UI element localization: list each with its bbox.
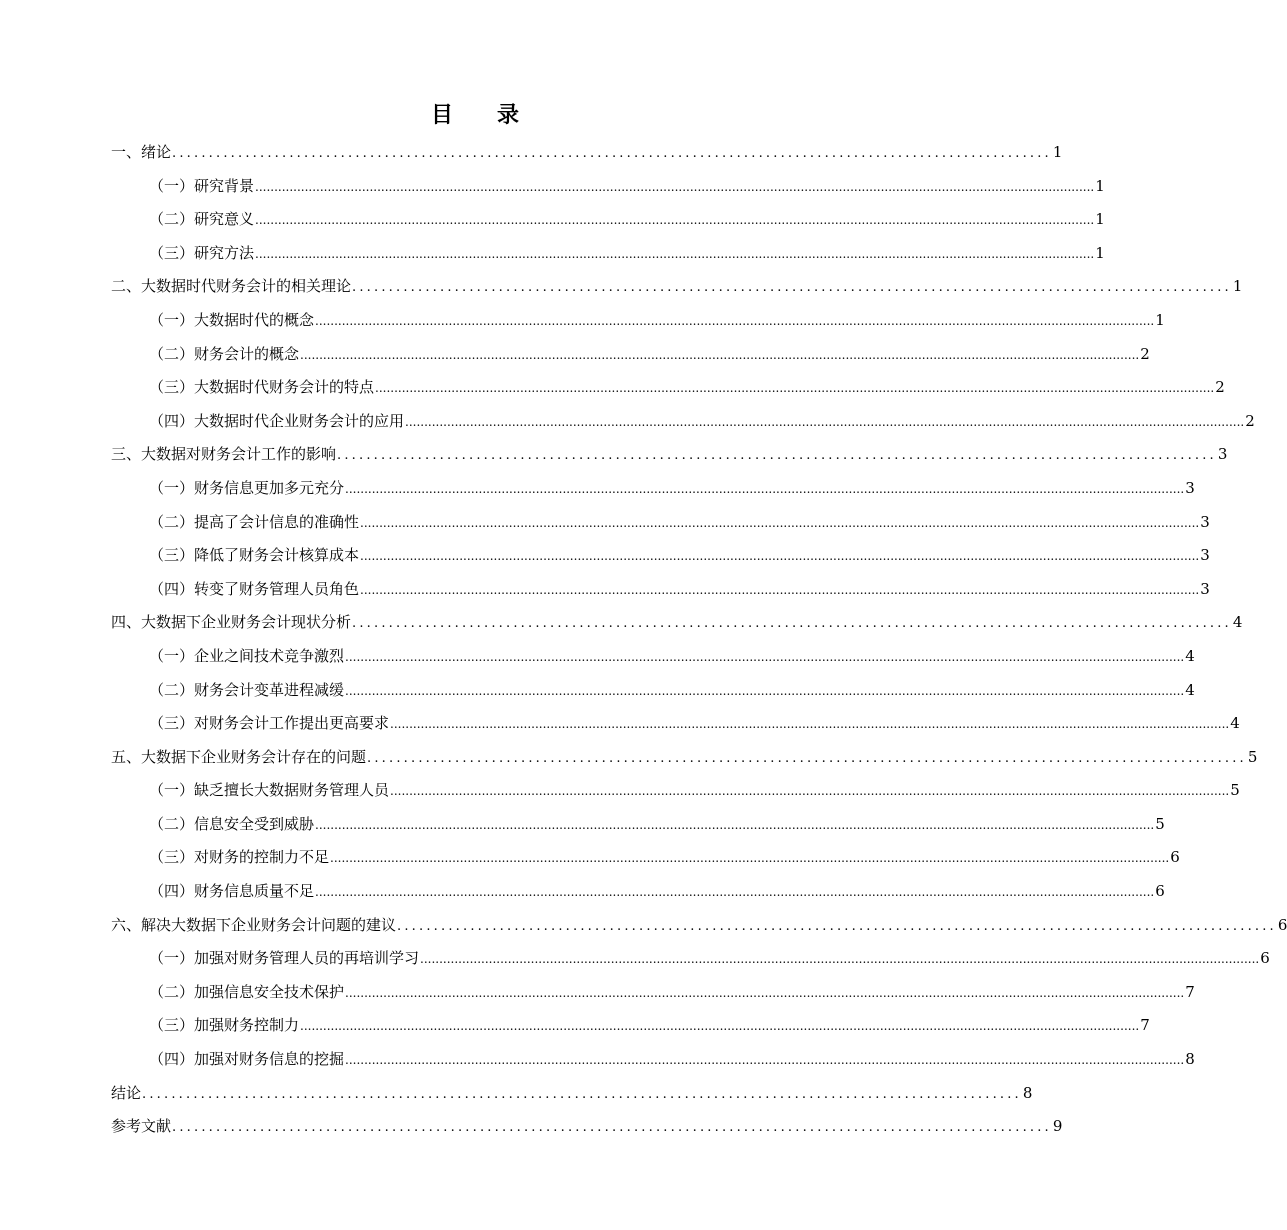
toc-entry-title: （三）大数据时代财务会计的特点 [149, 378, 375, 397]
toc-page-number: 1 [1095, 176, 1105, 195]
toc-dot-leader: ........................................................................................................................ [142, 1086, 1022, 1102]
toc-chapter-entry[interactable] [111, 909, 1287, 943]
toc-page-number: 2 [1245, 411, 1255, 430]
toc-page-number: 3 [1200, 579, 1210, 598]
toc-page-number: 1 [1052, 143, 1063, 161]
toc-entry-title: （三）降低了财务会计核算成本 [149, 546, 360, 565]
toc-dot-leader: ............................................................................................................................................................................................................................ [255, 213, 1095, 228]
toc-section-entry[interactable] [111, 808, 1165, 842]
toc-entry-title: （三）对财务的控制力不足 [149, 848, 330, 867]
toc-section-entry[interactable] [111, 371, 1225, 405]
toc-page-number: 1 [1095, 243, 1105, 262]
toc-title-char-1: 目 [430, 102, 453, 128]
toc-section-entry[interactable] [111, 203, 1105, 237]
toc-page-number: 6 [1170, 848, 1180, 867]
toc-entry-title: （四）大数据时代企业财务会计的应用 [149, 411, 405, 430]
toc-dot-leader: ........................................................................................................................ [352, 280, 1232, 296]
toc-entry-title: 一、绪论 [111, 143, 172, 161]
toc-page-number: 4 [1232, 613, 1243, 632]
toc-section-entry[interactable] [111, 707, 1240, 741]
toc-entry-title: （四）转变了财务管理人员角色 [149, 579, 360, 598]
toc-section-entry[interactable] [111, 170, 1105, 204]
toc-chapter-entry[interactable] [111, 270, 1243, 304]
toc-section-entry[interactable] [111, 674, 1195, 708]
toc-dot-leader: ............................................................................................................................................................................................................................ [315, 885, 1155, 900]
toc-dot-leader: ............................................................................................................................................................................................................................ [345, 649, 1185, 664]
toc-entry-title: （二）财务会计的概念 [149, 344, 300, 363]
toc-dot-leader: ............................................................................................................................................................................................................................ [300, 347, 1140, 362]
toc-page-number: 5 [1247, 747, 1258, 766]
toc-page-number: 6 [1277, 915, 1287, 934]
toc-entry-title: 四、大数据下企业财务会计现状分析 [111, 613, 352, 632]
toc-entry-title: （二）加强信息安全技术保护 [149, 982, 345, 1001]
toc-entry-title: （一）缺乏擅长大数据财务管理人员 [149, 781, 390, 800]
toc-entry-title: 参考文献 [111, 1117, 172, 1136]
toc-entry-title: （一）财务信息更加多元充分 [149, 478, 345, 497]
toc-entry-title: 六、解决大数据下企业财务会计问题的建议 [111, 915, 397, 934]
toc-chapter-entry[interactable] [111, 1077, 1033, 1111]
toc-section-entry[interactable] [111, 573, 1210, 607]
toc-entry-title: （一）企业之间技术竞争激烈 [149, 646, 345, 665]
toc-page-number: 7 [1140, 1016, 1150, 1035]
toc-dot-leader: ............................................................................................................................................................................................................................ [360, 549, 1200, 564]
toc-dot-leader: ............................................................................................................................................................................................................................ [345, 683, 1185, 698]
toc-page-number: 6 [1155, 882, 1165, 901]
toc-section-entry[interactable] [111, 237, 1105, 271]
toc-chapter-entry[interactable] [111, 741, 1258, 775]
toc-section-entry[interactable] [111, 841, 1180, 875]
toc-entry-title: 三、大数据对财务会计工作的影响 [111, 445, 337, 464]
toc-dot-leader: ........................................................................................................................ [352, 616, 1232, 632]
toc-entry-title: （二）研究意义 [149, 210, 255, 229]
toc-entry-title: （二）信息安全受到威胁 [149, 814, 315, 833]
toc-entry-title: （一）大数据时代的概念 [149, 310, 315, 329]
toc-entry-title: （二）财务会计变革进程减缓 [149, 680, 345, 699]
toc-dot-leader: ............................................................................................................................................................................................................................ [420, 952, 1260, 967]
toc-entry-title: 二、大数据时代财务会计的相关理论 [111, 277, 352, 296]
toc-page-number: 2 [1215, 378, 1225, 397]
toc-list [111, 136, 1287, 1144]
toc-section-entry[interactable] [111, 472, 1195, 506]
toc-section-entry[interactable] [111, 942, 1270, 976]
toc-page-number: 3 [1200, 546, 1210, 565]
toc-entry-title: （三）研究方法 [149, 243, 255, 262]
toc-page-number: 1 [1155, 310, 1165, 329]
toc-section-entry[interactable] [111, 640, 1195, 674]
toc-dot-leader: ........................................................................................................................ [397, 918, 1277, 934]
toc-entry-title: （二）提高了会计信息的准确性 [149, 512, 360, 531]
toc-page-number: 3 [1200, 512, 1210, 531]
toc-entry-title: 五、大数据下企业财务会计存在的问题 [111, 747, 367, 766]
toc-entry-title: （三）对财务会计工作提出更高要求 [149, 714, 390, 733]
toc-chapter-entry[interactable] [111, 438, 1228, 472]
toc-dot-leader: ............................................................................................................................................................................................................................ [345, 481, 1185, 496]
toc-dot-leader: ............................................................................................................................................................................................................................ [255, 179, 1095, 194]
toc-page-number: 9 [1052, 1117, 1063, 1136]
toc-entry-title: 结论 [111, 1083, 142, 1102]
toc-dot-leader: ........................................................................................................................ [172, 1120, 1052, 1136]
toc-section-entry[interactable] [111, 1009, 1150, 1043]
toc-section-entry[interactable] [111, 506, 1210, 540]
toc-chapter-entry[interactable] [111, 136, 1063, 170]
toc-page-number: 3 [1217, 445, 1228, 464]
toc-entry-title: （三）加强财务控制力 [149, 1016, 300, 1035]
toc-page-number: 4 [1230, 714, 1240, 733]
toc-section-entry[interactable] [111, 774, 1240, 808]
toc-page-number: 8 [1185, 1050, 1195, 1069]
toc-entry-title: （四）加强对财务信息的挖掘 [149, 1050, 345, 1069]
toc-section-entry[interactable] [111, 338, 1150, 372]
toc-dot-leader: ............................................................................................................................................................................................................................ [390, 717, 1230, 732]
toc-dot-leader: ............................................................................................................................................................................................................................ [315, 313, 1155, 328]
toc-page-number: 4 [1185, 646, 1195, 665]
toc-entry-title: （四）财务信息质量不足 [149, 882, 315, 901]
toc-page-number: 4 [1185, 680, 1195, 699]
toc-dot-leader: ............................................................................................................................................................................................................................ [255, 246, 1095, 261]
toc-dot-leader: ........................................................................................................................ [172, 146, 1052, 161]
toc-dot-leader: ............................................................................................................................................................................................................................ [360, 515, 1200, 530]
toc-entry-title: （一）研究背景 [149, 176, 255, 195]
toc-chapter-entry[interactable] [111, 1110, 1063, 1144]
toc-dot-leader: ............................................................................................................................................................................................................................ [345, 985, 1185, 1000]
toc-entry-title: （一）加强对财务管理人员的再培训学习 [149, 949, 420, 968]
toc-page-number: 1 [1095, 210, 1105, 229]
toc-dot-leader: ............................................................................................................................................................................................................................ [375, 381, 1215, 396]
toc-section-entry[interactable] [111, 304, 1165, 338]
toc-page-number: 2 [1140, 344, 1150, 363]
toc-chapter-entry[interactable] [111, 606, 1243, 640]
toc-page-number: 5 [1155, 814, 1165, 833]
toc-section-entry[interactable] [111, 539, 1210, 573]
toc-dot-leader: ............................................................................................................................................................................................................................ [315, 817, 1155, 832]
toc-page-number: 1 [1232, 277, 1243, 296]
toc-page-number: 5 [1230, 781, 1240, 800]
toc-page-number: 8 [1022, 1083, 1033, 1102]
toc-section-entry[interactable] [111, 1043, 1195, 1077]
toc-page-number: 7 [1185, 982, 1195, 1001]
toc-dot-leader: ............................................................................................................................................................................................................................ [330, 851, 1170, 866]
toc-page-number: 3 [1185, 478, 1195, 497]
toc-dot-leader: ........................................................................................................................ [367, 750, 1247, 766]
toc-section-entry[interactable] [111, 976, 1195, 1010]
toc-dot-leader: ............................................................................................................................................................................................................................ [345, 1053, 1185, 1068]
toc-title-char-2: 录 [497, 102, 520, 128]
toc-section-entry[interactable] [111, 405, 1255, 439]
toc-page-number: 6 [1260, 949, 1270, 968]
toc-dot-leader: ........................................................................................................................ [337, 448, 1217, 464]
toc-section-entry[interactable] [111, 875, 1165, 909]
toc-dot-leader: ............................................................................................................................................................................................................................ [405, 414, 1245, 429]
toc-dot-leader: ............................................................................................................................................................................................................................ [360, 582, 1200, 597]
toc-dot-leader: ............................................................................................................................................................................................................................ [300, 1019, 1140, 1034]
toc-title [0, 100, 950, 130]
toc-dot-leader: ............................................................................................................................................................................................................................ [390, 784, 1230, 799]
